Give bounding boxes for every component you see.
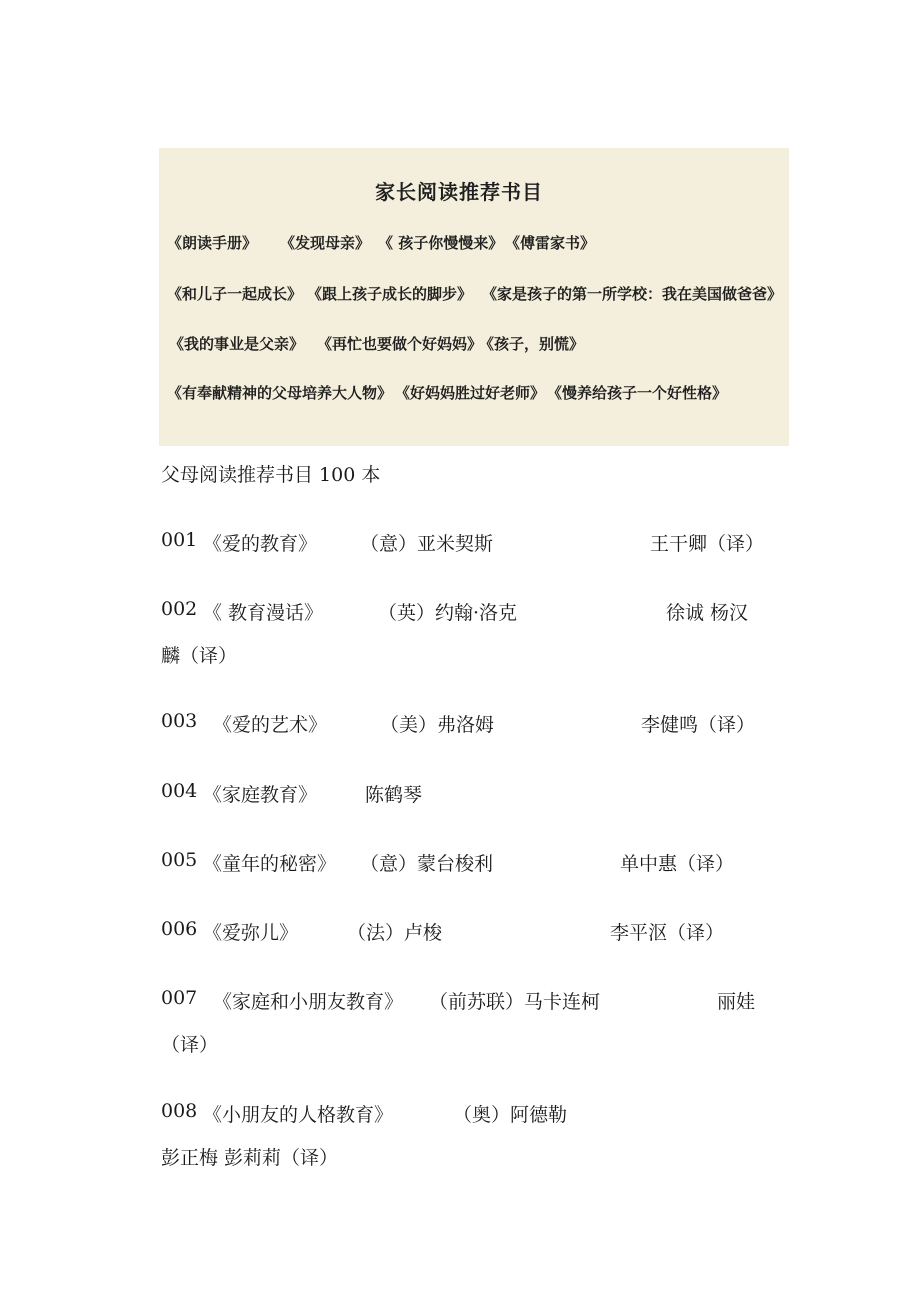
banner-book: 《家是孩子的第一所学校：我在美国做爸爸》: [482, 285, 783, 303]
item-number: 004: [161, 780, 198, 802]
item-author: （法）卢梭: [347, 922, 443, 944]
banner-title: 家长阅读推荐书目: [375, 180, 543, 204]
item-title: 《爱的艺术》: [213, 714, 328, 736]
banner-book: 《孩子，别慌》: [479, 335, 585, 353]
item-translator: 徐诚 杨汉: [666, 602, 749, 624]
item-translator-continued: （译）: [161, 1034, 219, 1056]
item-title: 《家庭和小朋友教育》: [213, 991, 404, 1013]
banner-row-3: [169, 333, 584, 354]
item-title: 《家庭教育》: [203, 784, 318, 806]
item-number: 003: [161, 710, 198, 732]
item-author: 陈鹤琴: [365, 784, 423, 806]
item-translator: 李健鸣（译）: [641, 714, 756, 736]
item-translator: 李平沤（译）: [610, 922, 725, 944]
banner-book: 《朗读手册》: [167, 234, 258, 252]
item-number: 001: [161, 529, 198, 551]
banner-row-2: [167, 283, 782, 304]
banner-book: 《傅雷家书》: [505, 234, 596, 252]
item-number: 002: [161, 598, 198, 620]
item-number: 007: [161, 987, 198, 1009]
item-title: 《爱弥儿》: [203, 922, 299, 944]
item-author: （意）亚米契斯: [360, 533, 494, 555]
item-author: （意）蒙台梭利: [360, 853, 494, 875]
banner-book: 《发现母亲》: [280, 234, 371, 252]
banner-book: 《慢养给孩子一个好性格》: [547, 384, 728, 402]
banner-book: 《再忙也要做个好妈妈》: [317, 335, 483, 353]
item-translator-continued: 彭正梅 彭莉莉（译）: [161, 1147, 339, 1169]
banner-book: 《我的事业是父亲》: [169, 335, 305, 353]
banner-book: 《跟上孩子成长的脚步》: [307, 285, 473, 303]
banner-row-4: [167, 382, 727, 403]
banner-row-1: [167, 232, 595, 253]
item-author: （奥）阿德勒: [453, 1104, 568, 1126]
item-translator-continued: 麟（译）: [161, 645, 238, 667]
reading-list-banner: [159, 148, 789, 446]
item-title: 《爱的教育》: [203, 533, 318, 555]
item-author: （英）约翰·洛克: [378, 602, 518, 624]
banner-book: 《好妈妈胜过好老师》: [395, 384, 546, 402]
item-number: 006: [161, 918, 198, 940]
item-author: （前苏联）马卡连柯: [429, 991, 601, 1013]
item-translator: 王干卿（译）: [650, 533, 765, 555]
item-number: 005: [161, 849, 198, 871]
item-number: 008: [161, 1100, 198, 1122]
banner-book: 《 孩子你慢慢来》: [378, 234, 504, 252]
item-translator: 丽娃: [717, 991, 756, 1013]
item-title: 《 教育漫话》: [203, 602, 324, 624]
banner-book: 《和儿子一起成长》: [167, 285, 303, 303]
item-title: 《小朋友的人格教育》: [203, 1104, 394, 1126]
item-translator: 单中惠（译）: [620, 853, 735, 875]
item-title: 《童年的秘密》: [203, 853, 337, 875]
item-author: （美）弗洛姆: [380, 714, 495, 736]
banner-book: 《有奉献精神的父母培养大人物》: [167, 384, 393, 402]
list-heading: 父母阅读推荐书目 100 本: [161, 464, 381, 486]
